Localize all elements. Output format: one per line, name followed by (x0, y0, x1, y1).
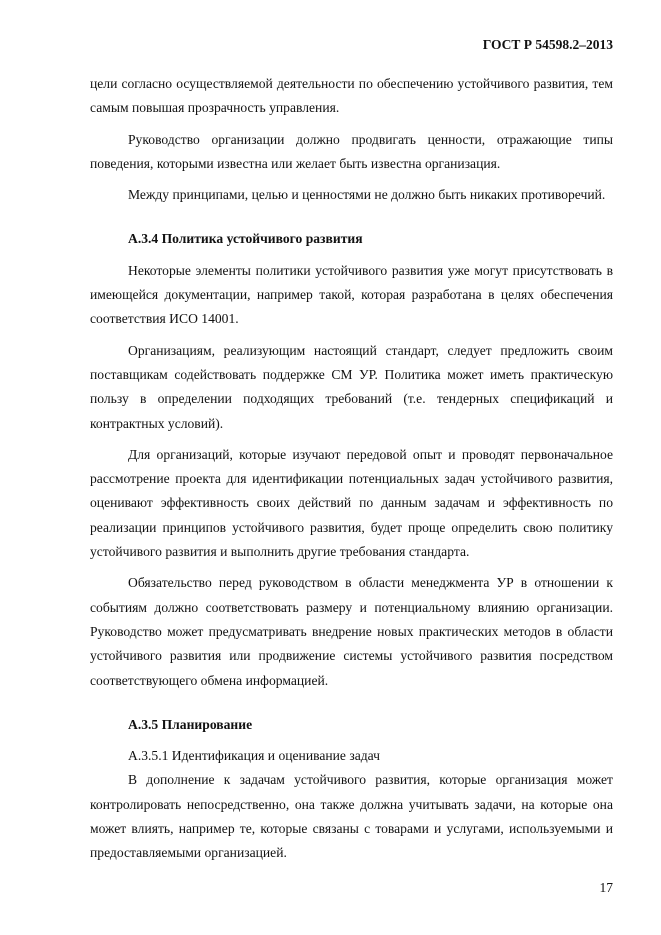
paragraph: Организациям, реализующим настоящий стандарт, следует предложить своим поставщикам содействовать поддержке СМ УР. Политика может иметь практическую пользу в определении подходящих требований (т.е. тендерных спецификаций и контрактных условий). (90, 342, 613, 431)
document-body (90, 72, 613, 866)
paragraph: Для организаций, которые изучают передовой опыт и проводят первоначальное рассмотрение проекта для идентификации потенциальных задач устойчивого развития, оценивают эффективность своих действий по данным задачам и эффективность по реализации принципов устойчивого развития, будет проще определить свою политику устойчивого развития и выполнить другие требования стандарта. (90, 446, 613, 560)
paragraph: цели согласно осуществляемой деятельности по обеспечению устойчивого развития, тем самым повышая прозрачность управления. (90, 76, 613, 116)
paragraph: Некоторые элементы политики устойчивого развития уже могут присутствовать в имеющейся документации, например такой, которая разработана в целях обеспечения соответствия ИСО 14001. (90, 262, 613, 327)
subsection-heading: А.3.5.1 Идентификация и оценивание задач (128, 748, 381, 764)
page-number: 17 (599, 880, 613, 895)
paragraph: Руководство организации должно продвигать ценности, отражающие типы поведения, которыми известна или желает быть известна организация. (90, 131, 613, 171)
section-heading-a35: А.3.5 Планирование (128, 716, 253, 732)
section-heading-a34: А.3.4 Политика устойчивого развития (128, 231, 363, 247)
document-header: ГОСТ Р 54598.2–2013 (482, 37, 613, 52)
paragraph: Обязательство перед руководством в области менеджмента УР в отношении к событиям должно соответствовать размеру и потенциальному влиянию организации. Руководство может предусматривать внедрение новых практических методов в области устойчивого развития или продвижение системы устойчивого развития посредством соответствующего обмена информацией. (90, 575, 613, 688)
paragraph: Между принципами, целью и ценностями не должно быть никаких противоречий. (128, 187, 606, 203)
paragraph: В дополнение к задачам устойчивого развития, которые организация может контролировать непосредственно, она также должна учитывать задачи, на которые она может влиять, например те, которые связаны с товарами и услугами, используемыми и предоставляемыми организацией. (90, 772, 613, 861)
